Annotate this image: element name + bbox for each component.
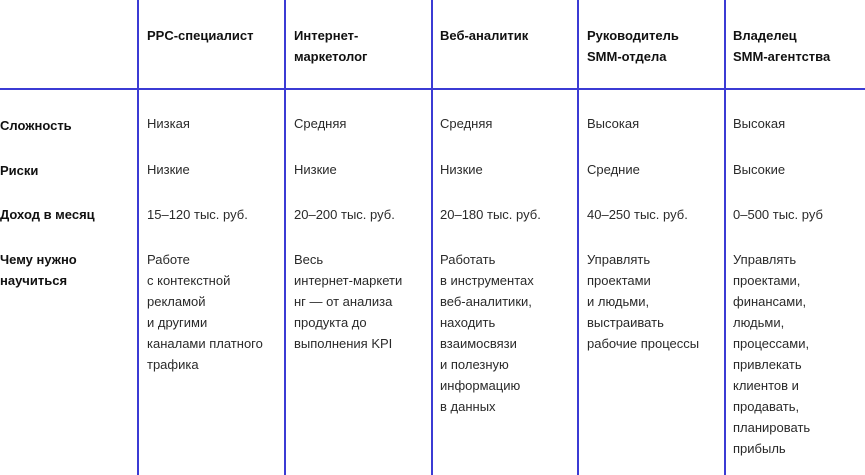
column-divider	[137, 0, 139, 475]
table-cell: Низкие	[440, 162, 483, 177]
table-cell: 15–120 тыс. руб.	[147, 207, 248, 222]
table-cell: Низкие	[147, 162, 190, 177]
table-cell: Высокая	[587, 116, 640, 131]
row-label-difficulty: Сложность	[0, 118, 72, 133]
table-cell: Весь интернет-маркети нг — от анализа продукта до выполнения KPI	[294, 252, 403, 351]
column-divider	[284, 0, 286, 475]
row-label-risks: Риски	[0, 163, 39, 178]
table-cell: 40–250 тыс. руб.	[587, 207, 688, 222]
table-cell: Работать в инструментах веб-аналитики, находить взаимосвязи и полезную информацию в данных	[440, 252, 534, 414]
column-header-ppc: PPC-специалист	[147, 28, 254, 43]
table-cell: Низкая	[147, 116, 190, 131]
row-label-income: Доход в месяц	[0, 207, 95, 222]
column-divider	[431, 0, 433, 475]
row-label-skills: Чему нужно научиться	[0, 252, 77, 288]
table-cell: Управлять проектами и людьми, выстраивать рабочие процессы	[587, 252, 700, 351]
table-cell: Работе с контекстной рекламой и другими каналами платного трафика	[147, 252, 263, 372]
table-cell: Средние	[587, 162, 640, 177]
table-cell: Средняя	[294, 116, 347, 131]
table-cell: 0–500 тыс. руб	[733, 207, 823, 222]
column-header-smm-agency-owner: Владелец SMM-агентства	[733, 28, 831, 64]
header-divider	[0, 88, 865, 90]
column-header-smm-head: Руководитель SMM-отдела	[587, 28, 679, 64]
table-cell: 20–180 тыс. руб.	[440, 207, 541, 222]
table-cell: 20–200 тыс. руб.	[294, 207, 395, 222]
column-divider	[724, 0, 726, 475]
table-cell: Управлять проектами, финансами, людьми, процессами, привлекать клиентов и продавать, планировать прибыль	[733, 252, 811, 456]
column-divider	[577, 0, 579, 475]
column-header-internet-marketer: Интернет- маркетолог	[294, 28, 368, 64]
table-cell: Высокие	[733, 162, 786, 177]
column-header-web-analyst: Веб-аналитик	[440, 28, 529, 43]
table-cell: Высокая	[733, 116, 786, 131]
table-cell: Низкие	[294, 162, 337, 177]
table-cell: Средняя	[440, 116, 493, 131]
